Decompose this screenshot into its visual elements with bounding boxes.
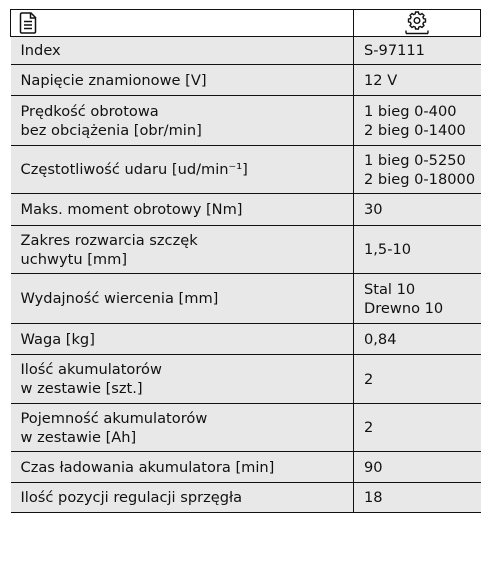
value-cell <box>354 324 481 355</box>
parameter-value: S-97111 <box>364 42 425 59</box>
parameter-label: Częstotliwość udaru [ud/min⁻¹] <box>20 161 248 178</box>
parameter-cell <box>11 96 354 146</box>
header-cell-value <box>354 10 481 37</box>
parameter-label: Index <box>20 42 61 59</box>
gear-settings-icon <box>404 11 430 35</box>
value-cell <box>354 274 481 324</box>
parameter-label: Zakres rozwarcia szczęk <box>20 231 198 249</box>
parameter-label: Ilość akumulatorów <box>20 361 162 378</box>
parameter-label: w zestawie [Ah] <box>20 428 137 446</box>
value-cell <box>354 226 481 274</box>
parameter-value: 2 bieg 0-18000 <box>364 170 476 188</box>
parameter-label: Czas ładowania akumulatora [min] <box>20 458 275 476</box>
table-row <box>11 96 481 146</box>
parameter-value: 18 <box>364 489 383 506</box>
table-row <box>11 65 481 96</box>
parameter-cell <box>11 452 354 483</box>
value-cell <box>354 37 481 65</box>
parameter-value: 0,84 <box>364 330 397 348</box>
table-row <box>11 274 481 324</box>
parameter-value: 12 V <box>364 71 398 89</box>
parameter-value: 2 <box>364 419 374 436</box>
specifications-table <box>10 9 481 513</box>
table-row <box>11 404 481 452</box>
table-row <box>11 452 481 483</box>
parameter-cell <box>11 404 354 452</box>
parameter-value: 1,5-10 <box>364 241 412 258</box>
table-row <box>11 324 481 355</box>
parameter-label: w zestawie [szt.] <box>20 380 143 397</box>
parameter-value: 2 <box>364 370 374 388</box>
parameter-label: uchwytu [mm] <box>20 250 128 268</box>
parameter-value: Stal 10 <box>364 280 416 298</box>
parameter-cell <box>11 146 354 194</box>
parameter-value: 90 <box>364 458 383 476</box>
parameter-cell <box>11 483 354 513</box>
value-cell <box>354 65 481 96</box>
parameter-label: Wydajność wiercenia [mm] <box>20 290 219 307</box>
parameter-value: 2 bieg 0-1400 <box>364 121 466 139</box>
parameter-cell <box>11 324 354 355</box>
value-cell <box>354 194 481 226</box>
value-cell <box>354 452 481 483</box>
parameter-label: Prędkość obrotowa <box>20 102 159 120</box>
parameter-value: 1 bieg 0-5250 <box>364 151 466 169</box>
table-row <box>11 146 481 194</box>
value-cell <box>354 483 481 513</box>
parameter-label: Napięcie znamionowe [V] <box>20 71 207 89</box>
table-header-row <box>11 10 481 37</box>
parameter-label: Pojemność akumulatorów <box>20 409 208 427</box>
parameter-cell <box>11 274 354 324</box>
parameter-label: Ilość pozycji regulacji sprzęgła <box>20 489 243 506</box>
parameter-cell <box>11 37 354 65</box>
spec-table-container <box>10 9 480 513</box>
parameter-value: 30 <box>364 201 383 218</box>
parameter-cell <box>11 65 354 96</box>
parameter-value: Drewno 10 <box>364 299 444 317</box>
table-row <box>11 37 481 65</box>
parameter-cell <box>11 226 354 274</box>
table-row <box>11 483 481 513</box>
parameter-cell <box>11 194 354 226</box>
value-cell <box>354 404 481 452</box>
table-row <box>11 194 481 226</box>
value-cell <box>354 146 481 194</box>
parameter-label: bez obciążenia [obr/min] <box>20 121 202 139</box>
parameter-value: 1 bieg 0-400 <box>364 102 457 120</box>
document-icon <box>19 12 37 34</box>
parameter-label: Waga [kg] <box>20 330 95 348</box>
header-cell-parameter <box>11 10 354 37</box>
table-row <box>11 355 481 404</box>
parameter-cell <box>11 355 354 404</box>
value-cell <box>354 96 481 146</box>
table-row <box>11 226 481 274</box>
parameter-label: Maks. moment obrotowy [Nm] <box>20 201 243 218</box>
value-cell <box>354 355 481 404</box>
